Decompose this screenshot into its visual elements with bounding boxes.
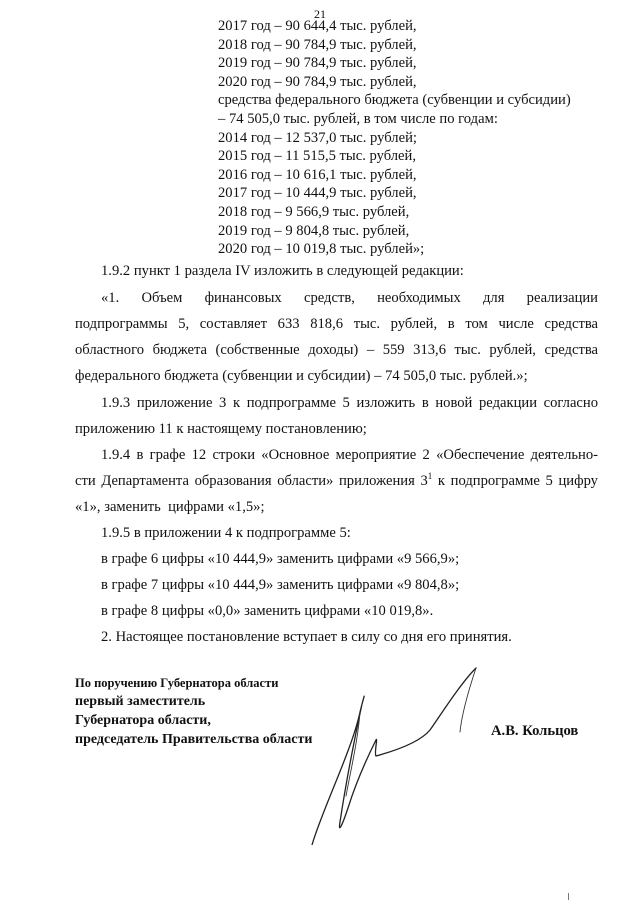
signature-block	[75, 674, 312, 749]
budget-line: 2018 год – 9 566,9 тыс. рублей,	[218, 203, 410, 220]
section-1-9-5-item: в графе 8 цифры «0,0» заменить цифрами «10 019,8».	[101, 603, 434, 619]
signer-title: первый заместитель	[75, 694, 206, 709]
section-1-9-2-quote-line: «1. Объем финансовых средств, необходимых для реализации	[101, 290, 598, 306]
budget-line: – 74 505,0 тыс. рублей, в том числе по годам:	[218, 110, 498, 127]
section-1-9-4-text: к подпрограмме 5 цифру	[432, 473, 598, 489]
budget-line: 2017 год – 10 444,9 тыс. рублей,	[218, 185, 417, 202]
budget-line: 2017 год – 90 644,4 тыс. рублей,	[218, 18, 417, 34]
budget-line: 2019 год – 90 784,9 тыс. рублей,	[218, 55, 417, 72]
budget-line: 2015 год – 11 515,5 тыс. рублей,	[218, 148, 416, 165]
signer-title: Губернатора области,	[75, 713, 211, 728]
section-1-9-2-quote-line: подпрограммы 5, составляет 633 818,6 тыс. рублей, в том числе средства	[75, 316, 598, 332]
scan-mark	[568, 893, 569, 900]
section-1-9-5-heading: 1.9.5 в приложении 4 к подпрограмме 5:	[101, 525, 351, 541]
section-1-9-4-text: сти Департамента образования области» приложения 3	[75, 473, 428, 489]
signer-authority: По поручению Губернатора области	[75, 676, 279, 690]
section-1-9-2-quote-line: областного бюджета (собственные доходы) – 559 313,6 тыс. рублей, средства	[75, 342, 598, 358]
superscript-one: 1	[427, 471, 433, 482]
page-number: 21	[314, 7, 326, 21]
signer-title: председатель Правительства области	[75, 732, 313, 747]
budget-line: 2016 год – 10 616,1 тыс. рублей,	[218, 166, 417, 183]
section-1-9-4-line	[75, 472, 598, 490]
section-1-9-5-item: в графе 6 цифры «10 444,9» заменить цифрами «9 566,9»;	[101, 551, 460, 567]
signer-name: А.В. Кольцов	[491, 723, 579, 739]
section-1-9-5-item: в графе 7 цифры «10 444,9» заменить цифрами «9 804,8»;	[101, 577, 460, 593]
section-1-9-2-quote-line: федерального бюджета (субвенции и субсидии) – 74 505,0 тыс. рублей.»;	[75, 368, 528, 384]
handwritten-signature	[300, 660, 510, 845]
budget-line: средства федерального бюджета (субвенции и субсидии)	[218, 92, 571, 109]
section-1-9-3-line: приложению 11 к настоящему постановлению;	[75, 421, 367, 437]
budget-line: 2020 год – 10 019,8 тыс. рублей»;	[218, 241, 425, 258]
section-1-9-4-line: «1», заменить цифрами «1,5»;	[75, 499, 265, 515]
section-1-9-3-line: 1.9.3 приложение 3 к подпрограмме 5 изложить в новой редакции согласно	[101, 395, 598, 411]
section-2-text: 2. Настоящее постановление вступает в силу со дня его принятия.	[101, 629, 512, 645]
section-1-9-4-line: 1.9.4 в графе 12 строки «Основное мероприятие 2 «Обеспечение деятельно-	[101, 447, 598, 463]
section-1-9-2-heading: 1.9.2 пункт 1 раздела IV изложить в следующей редакции:	[101, 263, 464, 279]
budget-line: 2020 год – 90 784,9 тыс. рублей,	[218, 73, 417, 90]
budget-line: 2019 год – 9 804,8 тыс. рублей,	[218, 222, 410, 239]
budget-line: 2014 год – 12 537,0 тыс. рублей;	[218, 129, 417, 146]
budget-line: 2018 год – 90 784,9 тыс. рублей,	[218, 36, 417, 53]
budget-list	[218, 17, 571, 259]
